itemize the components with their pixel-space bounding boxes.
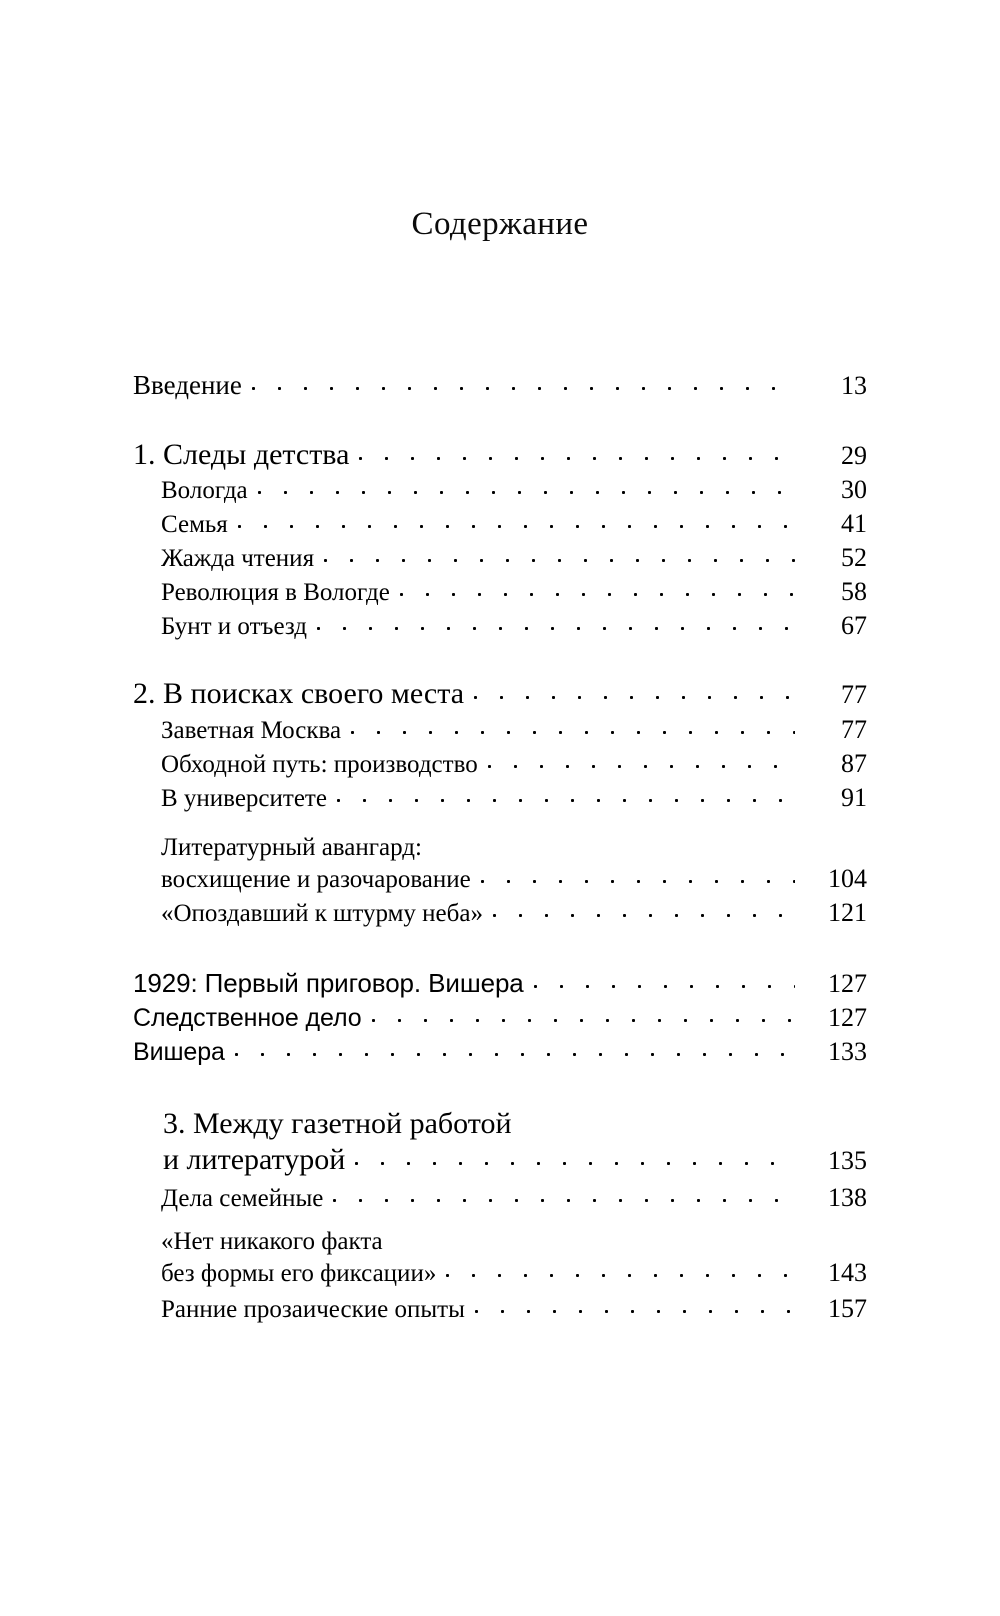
toc-entry-label: Введение bbox=[133, 370, 242, 400]
toc-leader-dots bbox=[238, 516, 795, 532]
toc-entry[interactable] bbox=[133, 900, 867, 926]
toc-entry-label: 1929: Первый приговор. Вишера bbox=[133, 968, 524, 998]
toc-leader-dots bbox=[252, 378, 795, 394]
toc-entry[interactable] bbox=[133, 613, 867, 639]
toc-leader-dots bbox=[493, 905, 795, 921]
toc-page-number: 133 bbox=[828, 1037, 867, 1066]
toc-page-number: 135 bbox=[828, 1146, 867, 1175]
toc-entry-label: Заветная Москва bbox=[161, 717, 342, 744]
toc-page-number: 143 bbox=[828, 1258, 867, 1287]
toc-entry[interactable] bbox=[133, 477, 867, 503]
toc-leader-dots bbox=[372, 1010, 795, 1026]
toc-entry[interactable] bbox=[133, 1005, 867, 1031]
toc-entry-label: Обходной путь: производство bbox=[161, 751, 478, 778]
toc-page-number: 67 bbox=[841, 611, 867, 640]
toc-leader-dots bbox=[235, 1044, 795, 1060]
toc-page-number: 77 bbox=[841, 715, 867, 744]
toc-leader-dots bbox=[488, 756, 795, 772]
toc-leader-dots bbox=[475, 1301, 795, 1317]
toc-leader-dots bbox=[481, 871, 795, 887]
toc-entry[interactable] bbox=[133, 372, 867, 399]
toc-entry[interactable] bbox=[133, 970, 867, 997]
toc-entry-label: 2. В поисках своего места bbox=[133, 677, 465, 710]
toc-entry-label: 3. Между газетной работой bbox=[163, 1107, 512, 1140]
toc-entry-label: В университете bbox=[161, 785, 327, 812]
toc-entry-label: Вологда bbox=[161, 477, 248, 504]
toc-leader-dots bbox=[474, 687, 795, 703]
toc-leader-dots bbox=[534, 976, 795, 992]
toc-page-number: 127 bbox=[828, 1003, 867, 1032]
toc-entry[interactable] bbox=[133, 717, 867, 743]
toc-entry-continuation bbox=[161, 1260, 867, 1286]
toc-page-number: 138 bbox=[828, 1183, 867, 1212]
toc-page-number: 104 bbox=[828, 864, 867, 893]
toc-entry-label: Литературный авангард: bbox=[161, 834, 422, 861]
table-of-contents bbox=[133, 372, 867, 1322]
toc-entry[interactable] bbox=[133, 679, 867, 709]
toc-leader-dots bbox=[446, 1265, 795, 1281]
toc-entry-label: 1. Следы детства bbox=[133, 438, 350, 471]
toc-entry-label-line2: и литературой bbox=[163, 1143, 346, 1176]
toc-leader-dots bbox=[317, 618, 795, 634]
toc-entry[interactable] bbox=[133, 835, 867, 892]
toc-leader-dots bbox=[359, 448, 795, 464]
toc-entry-continuation bbox=[133, 1145, 867, 1175]
toc-entry[interactable] bbox=[133, 545, 867, 571]
toc-leader-dots bbox=[333, 1190, 795, 1206]
toc-entry[interactable] bbox=[133, 440, 867, 470]
toc-leader-dots bbox=[351, 722, 795, 738]
toc-page-number: 91 bbox=[841, 783, 867, 812]
toc-entry-label: Дела семейные bbox=[161, 1185, 324, 1212]
toc-leader-dots bbox=[400, 584, 795, 600]
toc-leader-dots bbox=[258, 482, 795, 498]
toc-entry-label: Вишера bbox=[133, 1038, 225, 1066]
toc-page-number: 121 bbox=[828, 898, 867, 927]
toc-page-number: 13 bbox=[841, 371, 867, 400]
toc-entry[interactable] bbox=[133, 579, 867, 605]
toc-entry-label-line2: восхищение и разочарование bbox=[161, 866, 471, 893]
toc-entry-label: «Нет никакого факта bbox=[161, 1228, 383, 1255]
toc-entry-label: Революция в Вологде bbox=[161, 579, 390, 606]
toc-page-number: 52 bbox=[841, 543, 867, 572]
toc-entry[interactable] bbox=[133, 511, 867, 537]
toc-entry[interactable] bbox=[133, 751, 867, 777]
toc-page-number: 127 bbox=[828, 969, 867, 998]
toc-entry-label: Следственное дело bbox=[133, 1004, 362, 1032]
page-title: Содержание bbox=[411, 206, 589, 242]
toc-entry-label: Жажда чтения bbox=[161, 545, 315, 572]
toc-entry-label: Бунт и отъезд bbox=[161, 613, 307, 640]
toc-page-number: 157 bbox=[828, 1294, 867, 1323]
toc-entry-label: Семья bbox=[161, 511, 228, 538]
toc-entry-continuation bbox=[161, 866, 867, 892]
toc-entry-label: Ранние прозаические опыты bbox=[161, 1296, 465, 1323]
toc-entry[interactable] bbox=[133, 1296, 867, 1322]
toc-entry[interactable] bbox=[133, 1229, 867, 1286]
toc-page-number: 58 bbox=[841, 577, 867, 606]
toc-entry-label-line2: без формы его фиксации» bbox=[161, 1260, 437, 1287]
toc-page-number: 77 bbox=[841, 680, 867, 709]
toc-entry[interactable] bbox=[133, 1109, 867, 1175]
toc-entry[interactable] bbox=[133, 1039, 867, 1065]
toc-page-number: 30 bbox=[841, 475, 867, 504]
toc-page-number: 87 bbox=[841, 749, 867, 778]
toc-leader-dots bbox=[337, 790, 795, 806]
toc-page-number: 29 bbox=[841, 441, 867, 470]
toc-leader-dots bbox=[324, 550, 795, 566]
toc-entry[interactable] bbox=[133, 785, 867, 811]
toc-entry-label: «Опоздавший к штурму неба» bbox=[161, 900, 483, 927]
toc-leader-dots bbox=[355, 1153, 795, 1169]
toc-entry[interactable] bbox=[133, 1185, 867, 1211]
toc-page-number: 41 bbox=[841, 509, 867, 538]
